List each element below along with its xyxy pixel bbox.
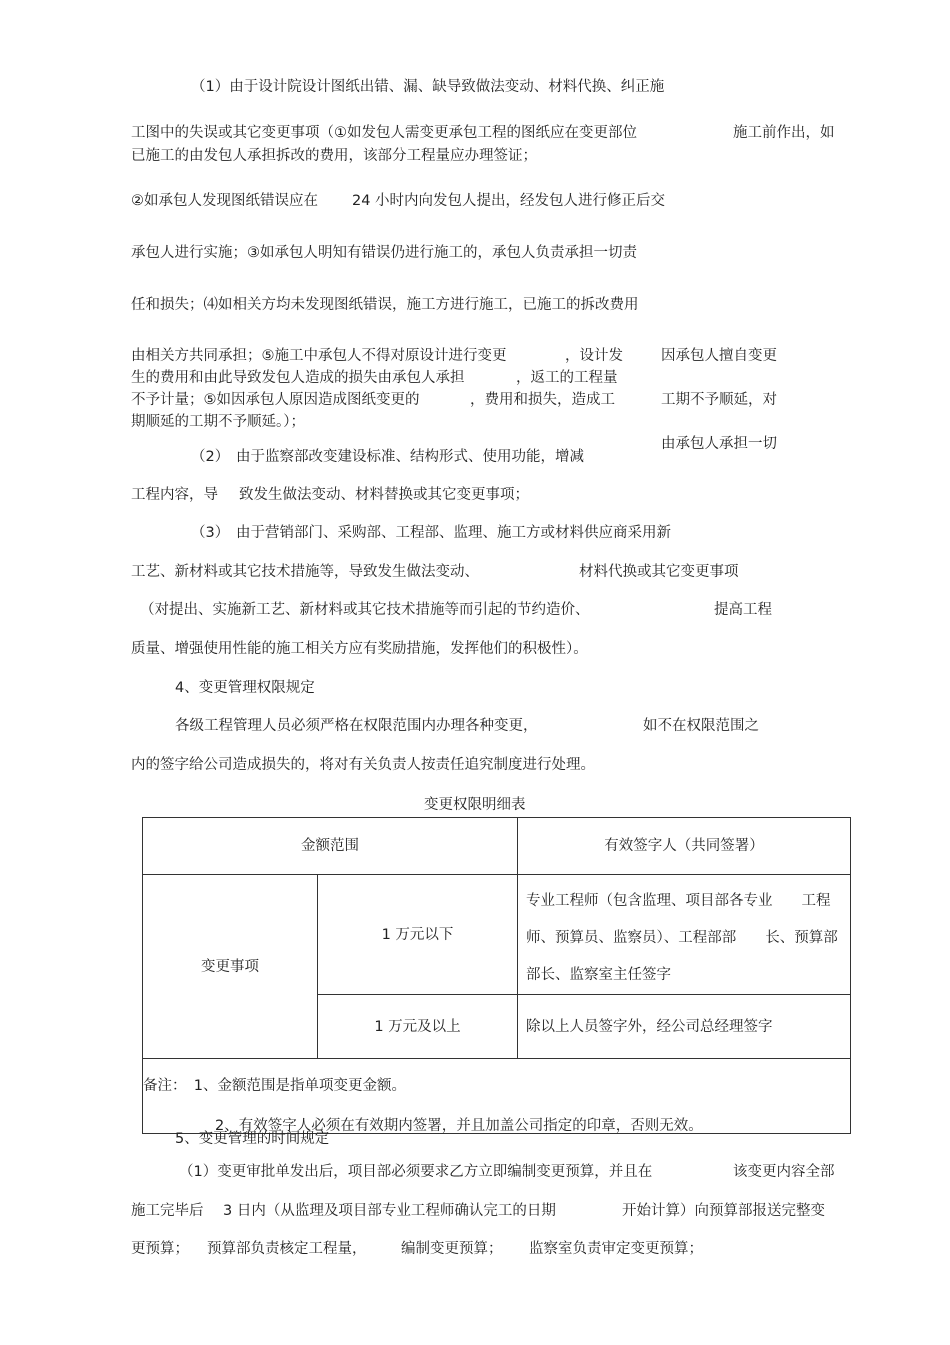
paragraph-line: 由于营销部门、采购部、工程部、监理、施工方或材料供应商采用新 (236, 525, 671, 541)
paragraph-line: 如不在权限范围之 (643, 718, 759, 734)
paragraph-line: 工程内容，导 (131, 487, 218, 503)
paragraph-line: 任和损失；⑷如相关方均未发现图纸错误，施工方进行施工，已施工的拆改费用 (131, 297, 639, 313)
table-header-row (143, 818, 851, 875)
table-row (143, 875, 851, 995)
paragraph-line: 开始计算）向预算部报送完整变 (622, 1203, 825, 1219)
paragraph-line: （2） (191, 449, 230, 465)
paragraph-line: 已施工的由发包人承担拆改的费用，该部分工程量应办理签证； (131, 148, 537, 164)
header-amount-cell: 金额范围 (143, 818, 518, 875)
paragraph-line: 施工完毕后 (131, 1203, 204, 1219)
section-heading: 4、变更管理权限规定 (175, 680, 315, 696)
paragraph-line: 3 日内（从监理及项目部专业工程师确认完工的日期 (223, 1203, 556, 1219)
paragraph-line: 工艺、新材料或其它技术措施等，导致发生做法变动、 (131, 564, 479, 580)
paragraph-line: 预算部负责核定工程量， (207, 1241, 367, 1257)
table-caption: 变更权限明细表 (424, 797, 526, 813)
note-cell (143, 1059, 851, 1134)
paragraph-line: 更预算； (131, 1241, 189, 1257)
paragraph-line: （1）变更审批单发出后，项目部必须要求乙方立即编制变更预算，并且在 (179, 1164, 653, 1180)
paragraph-line: 承包人进行实施；③如承包人明知有错误仍进行施工的，承包人负责承担一切责 (131, 245, 637, 261)
section-heading: 5、变更管理的时间规定 (175, 1131, 330, 1147)
paragraph-line: 材料代换或其它变更事项 (579, 564, 739, 580)
paragraph-line: 致发生做法变动、材料替换或其它变更事项； (239, 487, 529, 503)
signers-cell: 除以上人员签字外，经公司总经理签字 (518, 995, 851, 1059)
header-signers-cell: 有效签字人（共同签署） (518, 818, 851, 875)
paragraph-line: 由相关方共同承担；⑤施工中承包人不得对原设计进行变更 (131, 348, 507, 364)
paragraph-line: （3） (191, 525, 230, 541)
amount-cell: 1 万元以下 (318, 875, 518, 995)
paragraph-line: 各级工程管理人员必须严格在权限范围内办理各种变更， (175, 718, 538, 734)
amount-cell: 1 万元及以上 (318, 995, 518, 1059)
paragraph-line: 内的签字给公司造成损失的，将对有关负责人按责任追究制度进行处理。 (131, 757, 595, 773)
paragraph-line: 该变更内容全部 (733, 1164, 835, 1180)
signers-cell: 专业工程师（包含监理、项目部各专业 工程师、预算员、监察员）、工程部部 长、预算部部长、监察室主任签字 (518, 875, 851, 995)
paragraph-line: ，返工的工程量 (516, 370, 618, 386)
row-label-cell: 变更事项 (143, 875, 318, 1059)
table-note-row (143, 1059, 851, 1134)
note-line: 2、有效签字人必须在有效期内签署，并且加盖公司指定的印章，否则无效。 (215, 1118, 703, 1134)
paragraph-line: 由于监察部改变建设标准、结构形式、使用功能，增减 (236, 449, 584, 465)
paragraph-line: 工期不予顺延，对 (661, 392, 777, 408)
paragraph-line: 24 小时内向发包人提出，经发包人进行修正后交 (352, 193, 666, 209)
paragraph-line: 施工前作出，如 (733, 125, 835, 141)
paragraph-line: （对提出、实施新工艺、新材料或其它技术措施等而引起的节约造价、 (140, 602, 590, 618)
paragraph-line: 因承包人擅自变更 (661, 348, 777, 364)
paragraph-line: ②如承包人发现图纸错误应在 (131, 193, 318, 209)
note-line: 备注： 1、金额范围是指单项变更金额。 (143, 1078, 406, 1094)
paragraph-line: （1）由于设计院设计图纸出错、漏、缺导致做法变动、材料代换、纠正施 (191, 79, 665, 95)
paragraph-line: 期顺延的工期不予顺延。）； (131, 414, 305, 430)
paragraph-line: 由承包人承担一切 (661, 436, 777, 452)
paragraph-line: ，费用和损失，造成工 (470, 392, 615, 408)
permission-table (142, 817, 851, 1134)
paragraph-line: ，设计发 (565, 348, 623, 364)
paragraph-line: 监察室负责审定变更预算； (529, 1241, 703, 1257)
paragraph-line: 工图中的失误或其它变更事项（①如发包人需变更承包工程的图纸应在变更部位 (131, 125, 637, 141)
paragraph-line: 质量、增强使用性能的施工相关方应有奖励措施，发挥他们的积极性）。 (131, 641, 588, 657)
paragraph-line: 不予计量；⑤如因承包人原因造成图纸变更的 (131, 392, 420, 408)
paragraph-line: 生的费用和由此导致发包人造成的损失由承包人承担 (131, 370, 465, 386)
paragraph-line: 提高工程 (714, 602, 772, 618)
paragraph-line: 编制变更预算； (401, 1241, 503, 1257)
